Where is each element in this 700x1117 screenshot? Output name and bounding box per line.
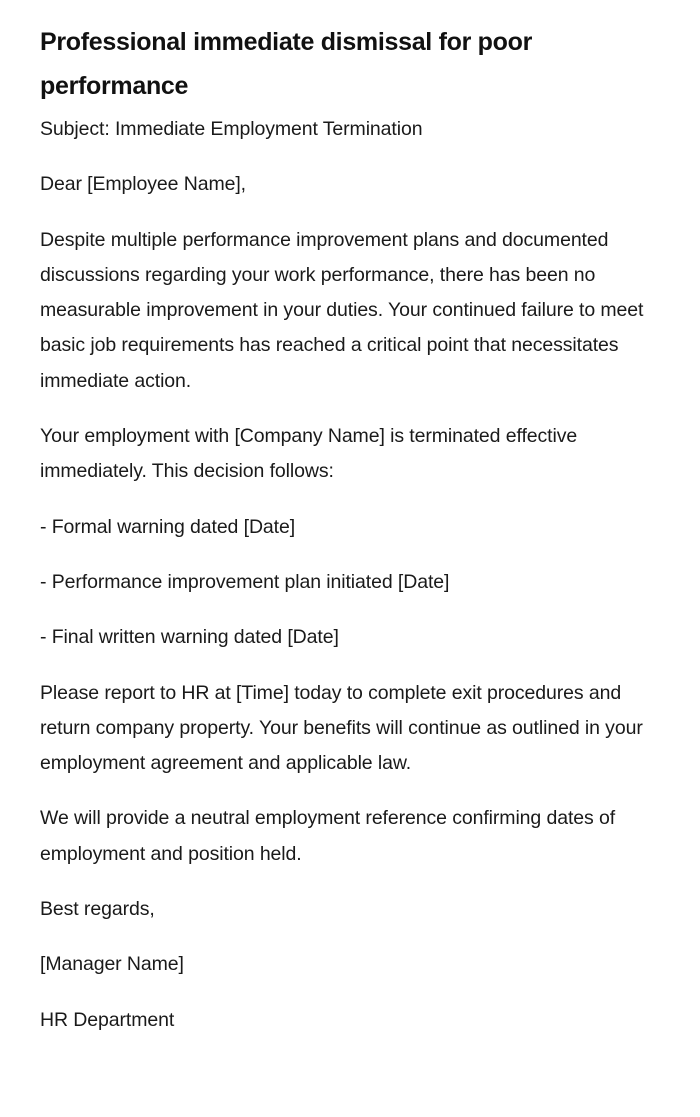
body-paragraph: Despite multiple performance improvement plans and documented discussions regarding your work performance, there has been no measurable improvement in your duties. Your continued failure to meet basic job requirements has reached a critical point that necessitates immediate action.: [40, 228, 644, 392]
greeting: Dear [Employee Name],: [40, 173, 246, 196]
document-title: Professional immediate dismissal for poor performance: [40, 28, 533, 100]
body-paragraph: Please report to HR at [Time] today to complete exit procedures and return company property. Your benefits will continue as outlined in your employment agreement and applicable law.: [40, 681, 643, 775]
list-item: - Final written warning dated [Date]: [40, 626, 339, 649]
body-paragraph: We will provide a neutral employment reference confirming dates of employment and position held.: [40, 807, 616, 865]
signature-name: [Manager Name]: [40, 953, 184, 976]
subject-line: Subject: Immediate Employment Termination: [40, 118, 423, 140]
list-item: - Formal warning dated [Date]: [40, 515, 296, 538]
list-item: - Performance improvement plan initiated [Date]: [40, 570, 450, 593]
body-paragraph: Your employment with [Company Name] is terminated effective immediately. This decision follows:: [40, 425, 578, 483]
signature-department: HR Department: [40, 1008, 175, 1031]
sign-off: Best regards,: [40, 898, 155, 921]
